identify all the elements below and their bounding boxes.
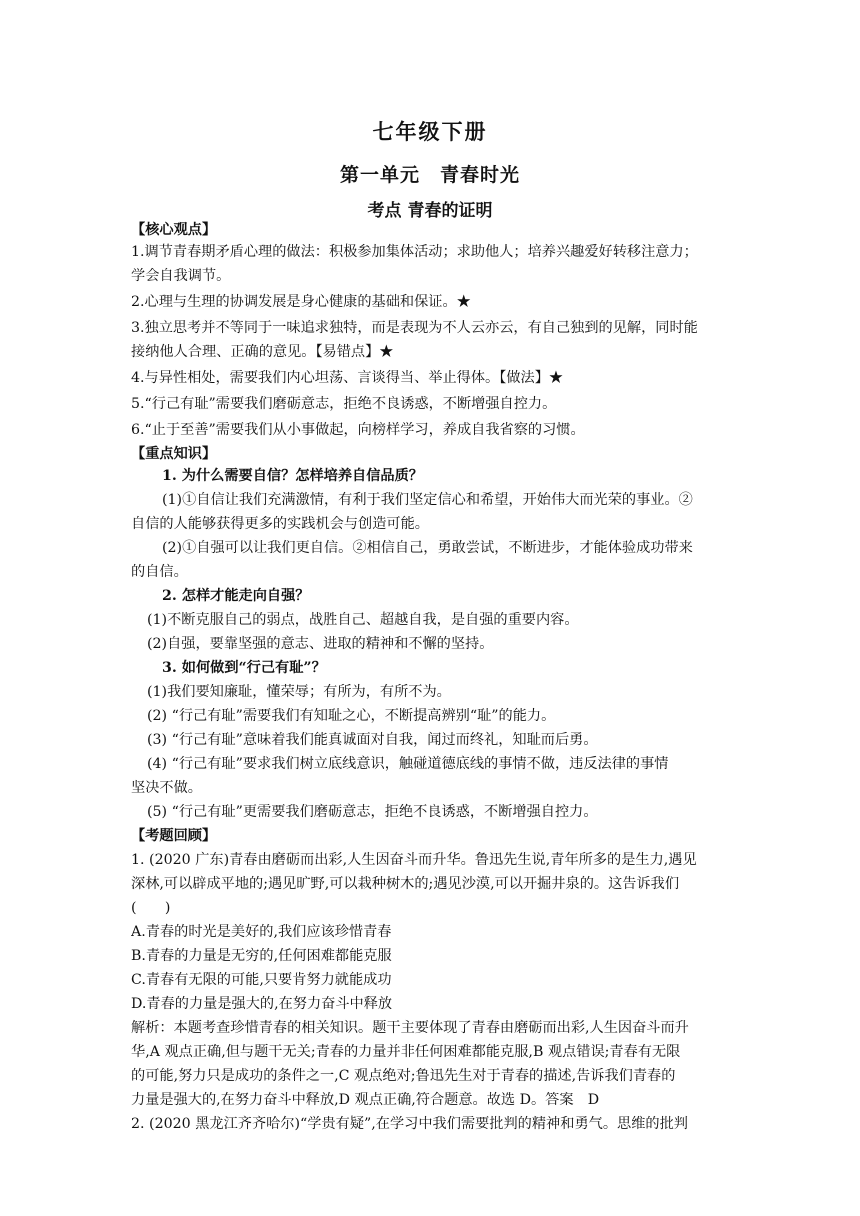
core-line: 5.“行己有耻”需要我们磨砺意志，拒绝不良诱惑，不断增强自控力。 — [131, 396, 557, 412]
answer-line: (5) “行己有耻”更需要我们磨砺意志，拒绝不良诱惑，不断增强自控力。 — [147, 804, 598, 820]
answer-line: 自信的人能够获得更多的实践机会与创造可能。 — [131, 516, 429, 532]
option-b: B.青春的力量是无穷的,任何困难都能克服 — [131, 948, 392, 964]
core-line: 学会自我调节。 — [131, 268, 231, 284]
review-heading: 【考题回顾】 — [131, 828, 217, 844]
answer-line: (1)我们要知廉耻，懂荣辱；有所为，有所不为。 — [147, 684, 451, 700]
answer-line: 的自信。 — [131, 564, 188, 580]
answer-line: (2)①自强可以让我们更自信。②相信自己，勇敢尝试，不断进步，才能体验成功带来 — [162, 540, 693, 556]
option-a: A.青春的时光是美好的,我们应该珍惜青春 — [131, 924, 392, 940]
core-line: 2.心理与生理的协调发展是身心健康的基础和保证。★ — [131, 294, 471, 310]
question-1: 1. 为什么需要自信？怎样培养自信品质？ — [162, 468, 423, 484]
key-heading: 【重点知识】 — [131, 446, 217, 462]
core-line: 接纳他人合理、正确的意见。【易错点】★ — [131, 344, 394, 360]
review-line: 1. (2020 广东)青春由磨砺而出彩,人生因奋斗而升华。鲁迅先生说,青年所多的是生力,遇见 — [131, 852, 697, 868]
question-3: 3. 如何做到“行己有耻”？ — [162, 660, 326, 676]
answer-line: (1)①自信让我们充满激情，有利于我们坚定信心和希望，开始伟大而光荣的事业。② — [162, 492, 693, 508]
option-c: C.青春有无限的可能,只要肯努力就能成功 — [131, 972, 392, 988]
core-line: 3.独立思考并不等同于一味追求独特，而是表现为不人云亦云，有自己独到的见解，同时能 — [131, 320, 698, 336]
review-line: 华,A 观点正确,但与题干无关;青春的力量并非任何困难都能克服,B 观点错误;青春有无限 — [131, 1044, 681, 1060]
question-2: 2. 怎样才能走向自强？ — [162, 588, 310, 604]
review-line: 解析：本题考查珍惜青春的相关知识。题干主要体现了青春由磨砺而出彩,人生因奋斗而升 — [131, 1020, 689, 1036]
answer-line: (3) “行己有耻”意味着我们能真诚面对自我，闻过而终礼，知耻而后勇。 — [147, 732, 598, 748]
review-line: 深林,可以辟成平地的;遇见旷野,可以栽种树木的;遇见沙漠,可以开掘井泉的。这告诉我们 — [131, 876, 680, 892]
review-line: 的可能,努力只是成功的条件之一,C 观点绝对;鲁迅先生对于青春的描述,告诉我们青春的 — [131, 1068, 676, 1084]
option-d: D.青春的力量是强大的,在努力奋斗中释放 — [131, 996, 393, 1012]
review-line: 2. (2020 黑龙江齐齐哈尔)“学贵有疑”,在学习中我们需要批判的精神和勇气。思维的批判 — [131, 1116, 688, 1132]
answer-line: (2)自强，要靠坚强的意志、进取的精神和不懈的坚持。 — [147, 636, 494, 652]
answer-line: (4) “行己有耻”要求我们树立底线意识，触碰道德底线的事情不做，违反法律的事情 — [147, 756, 669, 772]
review-line: ( ) — [131, 900, 171, 916]
unit-title: 第一单元 青春时光 — [339, 164, 520, 186]
review-line: 力量是强大的,在努力奋斗中释放,D 观点正确,符合题意。故选 D。答案 D — [131, 1092, 600, 1108]
answer-line: (2) “行己有耻”需要我们有知耻之心，不断提高辨别“耻”的能力。 — [147, 708, 556, 724]
answer-line: 坚决不做。 — [131, 780, 202, 796]
core-line: 4.与异性相处，需要我们内心坦荡、言谈得当、举止得体。【做法】★ — [131, 370, 564, 386]
core-line: 6.“止于至善”需要我们从小事做起，向榜样学习，养成自我省察的习惯。 — [131, 422, 585, 438]
topic-title: 考点 青春的证明 — [367, 201, 493, 221]
core-heading: 【核心观点】 — [131, 222, 217, 238]
book-title: 七年级下册 — [372, 119, 488, 144]
core-line: 1.调节青春期矛盾心理的做法：积极参加集体活动；求助他人；培养兴趣爱好转移注意力； — [131, 244, 698, 260]
answer-line: (1)不断克服自己的弱点，战胜自己、超越自我，是自强的重要内容。 — [147, 612, 579, 628]
